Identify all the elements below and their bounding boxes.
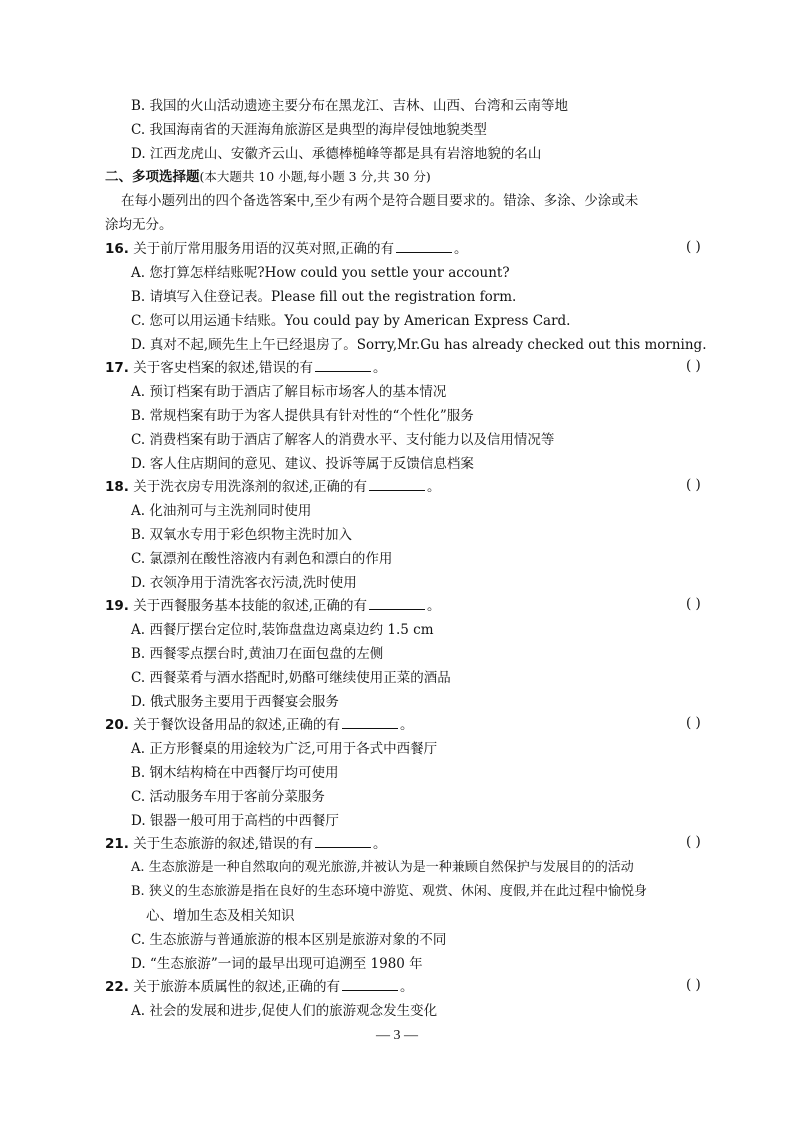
question-18-option-b: B. 双氧水专用于彩色织物主洗时加入 — [131, 527, 353, 543]
answer-parentheses: ( ) — [686, 596, 701, 612]
question-16-stem — [105, 239, 468, 259]
page-number: — 3 — — [376, 1028, 418, 1043]
question-end: 。 — [373, 836, 387, 852]
question-21-option-d: D. “生态旅游”一词的最早出现可追溯至 1980 年 — [131, 956, 423, 972]
question-21-option-c: C. 生态旅游与普通旅游的根本区别是旅游对象的不同 — [131, 932, 447, 948]
question-19-stem — [105, 596, 441, 616]
question-21-option-a: A. 生态旅游是一种自然取向的观光旅游,并被认为是一种兼顾自然保护与发展目的的活动 — [131, 860, 634, 875]
question-17-option-b: B. 常规档案有助于为客人提供具有针对性的“个性化”服务 — [131, 408, 474, 424]
answer-blank — [369, 596, 425, 610]
section-header — [105, 167, 431, 187]
question-text: 关于前厅常用服务用语的汉英对照,正确的有 — [133, 241, 395, 257]
section-instructions-line2: 涂均无分。 — [105, 217, 173, 233]
section-instructions-line1: 在每小题列出的四个备选答案中,至少有两个是符合题目要求的。错涂、多涂、少涂或未 — [121, 193, 639, 209]
question-20-option-d: D. 银器一般可用于高档的中西餐厅 — [131, 813, 339, 829]
question-end: 。 — [400, 979, 414, 995]
question-end: 。 — [427, 598, 441, 614]
prev-option-c: C. 我国海南省的天涯海角旅游区是典型的海岸侵蚀地貌类型 — [131, 122, 487, 138]
answer-parentheses: ( ) — [686, 477, 701, 493]
question-22-stem — [105, 977, 414, 997]
question-17-option-c: C. 消费档案有助于酒店了解客人的消费水平、支付能力以及信用情况等 — [131, 432, 555, 448]
answer-parentheses: ( ) — [686, 977, 701, 993]
question-text: 关于生态旅游的叙述,错误的有 — [133, 836, 314, 852]
question-20-option-b: B. 钢木结构椅在中西餐厅均可使用 — [131, 765, 339, 781]
answer-blank — [315, 358, 371, 372]
question-18-option-c: C. 氯漂剂在酸性溶液内有剥色和漂白的作用 — [131, 551, 393, 567]
question-21-stem — [105, 834, 387, 854]
question-20-option-c: C. 活动服务车用于客前分菜服务 — [131, 789, 325, 805]
section-title: 二、多项选择题 — [105, 169, 200, 185]
answer-parentheses: ( ) — [686, 358, 701, 374]
question-20-stem — [105, 715, 414, 735]
question-19-option-d: D. 俄式服务主要用于西餐宴会服务 — [131, 694, 339, 710]
question-17-option-a: A. 预订档案有助于酒店了解目标市场客人的基本情况 — [131, 384, 447, 400]
question-end: 。 — [427, 479, 441, 495]
question-end: 。 — [373, 360, 387, 376]
question-18-option-d: D. 衣领净用于清洗客衣污渍,洗时使用 — [131, 575, 357, 591]
prev-option-d: D. 江西龙虎山、安徽齐云山、承德棒槌峰等都是具有岩溶地貌的名山 — [131, 146, 542, 162]
answer-parentheses: ( ) — [686, 239, 701, 255]
answer-blank — [369, 477, 425, 491]
question-16-option-b: B. 请填写入住登记表。Please fill out the registration form. — [131, 289, 517, 305]
question-21-option-b-cont: 心、增加生态及相关知识 — [146, 908, 295, 924]
question-21-option-b: B. 狭义的生态旅游是指在良好的生态环境中游览、观赏、休闲、度假,并在此过程中愉悦身 — [131, 884, 647, 899]
question-end: 。 — [400, 717, 414, 733]
question-end: 。 — [454, 241, 468, 257]
question-number: 22. — [105, 979, 129, 995]
answer-parentheses: ( ) — [686, 834, 701, 850]
question-16-option-c: C. 您可以用运通卡结账。You could pay by American Express Card. — [131, 313, 571, 329]
question-19-option-a: A. 西餐厅摆台定位时,装饰盘盘边离桌边约 1.5 cm — [131, 622, 434, 638]
question-16-option-d: D. 真对不起,顾先生上午已经退房了。Sorry,Mr.Gu has already checked out this morning. — [131, 337, 707, 353]
section-note: (本大题共 10 小题,每小题 3 分,共 30 分) — [199, 169, 431, 184]
answer-blank — [315, 834, 371, 848]
question-17-stem — [105, 358, 387, 378]
question-text: 关于洗衣房专用洗涤剂的叙述,正确的有 — [133, 479, 368, 495]
question-22-option-a: A. 社会的发展和进步,促使人们的旅游观念发生变化 — [131, 1003, 438, 1019]
question-text: 关于餐饮设备用品的叙述,正确的有 — [133, 717, 341, 733]
question-17-option-d: D. 客人住店期间的意见、建议、投诉等属于反馈信息档案 — [131, 456, 474, 472]
question-number: 17. — [105, 360, 129, 376]
question-number: 16. — [105, 241, 129, 257]
answer-blank — [342, 977, 398, 991]
question-text: 关于西餐服务基本技能的叙述,正确的有 — [133, 598, 368, 614]
question-text: 关于客史档案的叙述,错误的有 — [133, 360, 314, 376]
question-text: 关于旅游本质属性的叙述,正确的有 — [133, 979, 341, 995]
question-16-option-a: A. 您打算怎样结账呢?How could you settle your account? — [131, 265, 510, 281]
question-number: 21. — [105, 836, 129, 852]
answer-parentheses: ( ) — [686, 715, 701, 731]
answer-blank — [396, 239, 452, 253]
question-number: 18. — [105, 479, 129, 495]
question-19-option-b: B. 西餐零点摆台时,黄油刀在面包盘的左侧 — [131, 646, 384, 662]
question-18-stem — [105, 477, 441, 497]
question-18-option-a: A. 化油剂可与主洗剂同时使用 — [131, 503, 312, 519]
question-number: 19. — [105, 598, 129, 614]
question-19-option-c: C. 西餐菜肴与酒水搭配时,奶酪可继续使用正菜的酒品 — [131, 670, 451, 686]
question-number: 20. — [105, 717, 129, 733]
prev-option-b: B. 我国的火山活动遗迹主要分布在黑龙江、吉林、山西、台湾和云南等地 — [131, 98, 569, 114]
answer-blank — [342, 715, 398, 729]
question-20-option-a: A. 正方形餐桌的用途较为广泛,可用于各式中西餐厅 — [131, 741, 438, 757]
